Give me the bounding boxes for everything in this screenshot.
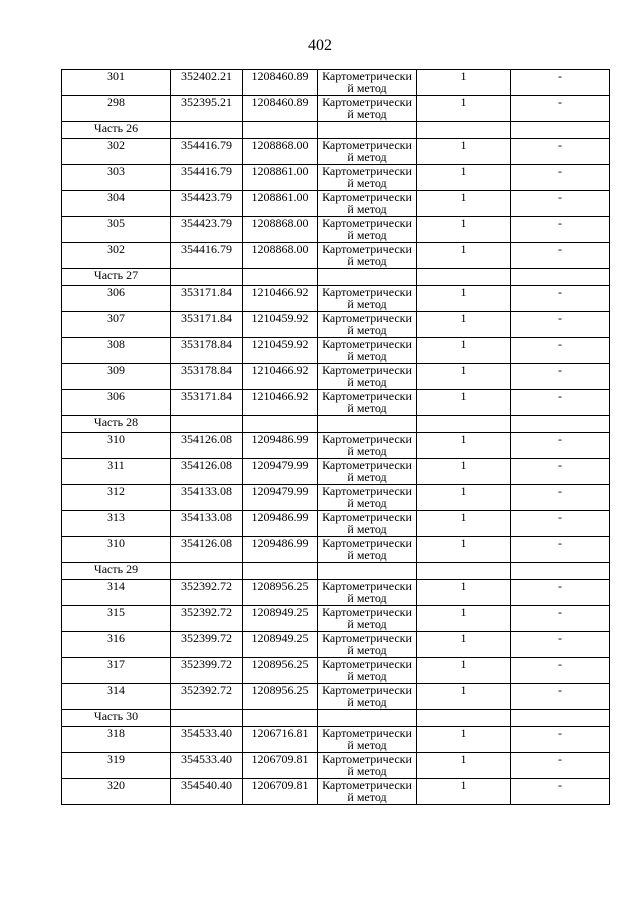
method-line: Картометрически [322,605,412,619]
table-row [62,338,610,364]
precision-cell: 1 [417,753,511,779]
table-row [62,243,610,269]
method-line: Картометрически [322,69,412,83]
x-coordinate-cell: 354533.40 [171,727,243,753]
method-cell [318,684,417,710]
table-row [62,580,610,606]
method-line: Картометрически [322,285,412,299]
table-row [62,511,610,537]
method-line: Картометрически [322,657,412,671]
method-line: Картометрически [322,484,412,498]
point-number-cell: 311 [62,459,171,485]
method-cell [318,96,417,122]
method-line: Картометрически [322,164,412,178]
empty-cell [417,416,511,433]
method-cell [318,433,417,459]
point-number-cell: 314 [62,580,171,606]
part-header-row [62,122,610,139]
method-cell [318,753,417,779]
method-cell [318,727,417,753]
point-number-cell: 304 [62,191,171,217]
x-coordinate-cell: 352392.72 [171,684,243,710]
precision-cell: 1 [417,537,511,563]
method-line: Картометрически [322,190,412,204]
y-coordinate-cell: 1208956.25 [243,580,318,606]
precision-cell: 1 [417,459,511,485]
method-line: й метод [347,375,387,389]
note-cell: - [511,191,610,217]
point-number-cell: 305 [62,217,171,243]
method-line: Картометрически [322,579,412,593]
table-row [62,286,610,312]
point-number-cell: 310 [62,433,171,459]
table-row [62,606,610,632]
table-row [62,779,610,805]
point-number-cell: 312 [62,485,171,511]
empty-cell [243,563,318,580]
table-row [62,364,610,390]
empty-cell [511,269,610,286]
part-header-row [62,710,610,727]
x-coordinate-cell: 354423.79 [171,191,243,217]
y-coordinate-cell: 1209486.99 [243,537,318,563]
table-row [62,139,610,165]
method-line: й метод [347,176,387,190]
y-coordinate-cell: 1209479.99 [243,459,318,485]
x-coordinate-cell: 352399.72 [171,632,243,658]
x-coordinate-cell: 352395.21 [171,96,243,122]
point-number-cell: 302 [62,139,171,165]
method-line: й метод [347,401,387,415]
method-cell [318,485,417,511]
point-number-cell: 302 [62,243,171,269]
method-line: й метод [347,349,387,363]
table-row [62,70,610,96]
method-line: й метод [347,202,387,216]
method-line: Картометрически [322,683,412,697]
note-cell: - [511,364,610,390]
note-cell: - [511,217,610,243]
coordinates-table [61,69,610,805]
method-cell [318,632,417,658]
table-row [62,96,610,122]
method-line: Картометрически [322,311,412,325]
y-coordinate-cell: 1208460.89 [243,96,318,122]
point-number-cell: 314 [62,684,171,710]
method-line: Картометрически [322,432,412,446]
y-coordinate-cell: 1210466.92 [243,286,318,312]
note-cell: - [511,727,610,753]
table-row [62,165,610,191]
note-cell: - [511,286,610,312]
y-coordinate-cell: 1208868.00 [243,139,318,165]
empty-cell [318,269,417,286]
empty-cell [417,269,511,286]
note-cell: - [511,779,610,805]
table-row [62,312,610,338]
method-line: й метод [347,643,387,657]
method-line: й метод [347,470,387,484]
method-line: Картометрически [322,216,412,230]
method-line: й метод [347,669,387,683]
y-coordinate-cell: 1206709.81 [243,779,318,805]
method-cell [318,459,417,485]
point-number-cell: 309 [62,364,171,390]
x-coordinate-cell: 354133.08 [171,485,243,511]
method-line: Картометрически [322,458,412,472]
x-coordinate-cell: 354416.79 [171,243,243,269]
part-header-row [62,563,610,580]
note-cell: - [511,139,610,165]
method-line: Картометрически [322,389,412,403]
method-line: й метод [347,496,387,510]
part-header-row [62,269,610,286]
method-cell [318,165,417,191]
part-label: Часть 28 [62,416,171,433]
y-coordinate-cell: 1208861.00 [243,191,318,217]
method-line: Картометрически [322,752,412,766]
method-cell [318,191,417,217]
point-number-cell: 317 [62,658,171,684]
y-coordinate-cell: 1208949.25 [243,632,318,658]
method-line: Картометрически [322,363,412,377]
precision-cell: 1 [417,286,511,312]
method-line: й метод [347,254,387,268]
x-coordinate-cell: 352402.21 [171,70,243,96]
table-row [62,684,610,710]
method-cell [318,580,417,606]
precision-cell: 1 [417,217,511,243]
point-number-cell: 303 [62,165,171,191]
point-number-cell: 306 [62,390,171,416]
x-coordinate-cell: 354533.40 [171,753,243,779]
method-line: й метод [347,150,387,164]
x-coordinate-cell: 354126.08 [171,433,243,459]
part-label: Часть 27 [62,269,171,286]
x-coordinate-cell: 353178.84 [171,338,243,364]
method-line: й метод [347,228,387,242]
method-line: Картометрически [322,510,412,524]
method-line: й метод [347,297,387,311]
method-line: й метод [347,617,387,631]
method-cell [318,390,417,416]
table-row [62,727,610,753]
note-cell: - [511,537,610,563]
table-row [62,433,610,459]
y-coordinate-cell: 1206716.81 [243,727,318,753]
empty-cell [511,710,610,727]
method-line: й метод [347,522,387,536]
y-coordinate-cell: 1210459.92 [243,312,318,338]
part-label: Часть 30 [62,710,171,727]
x-coordinate-cell: 352392.72 [171,580,243,606]
method-line: й метод [347,548,387,562]
method-cell [318,511,417,537]
coordinates-table-body [62,70,610,805]
table-row [62,485,610,511]
y-coordinate-cell: 1208861.00 [243,165,318,191]
empty-cell [243,122,318,139]
x-coordinate-cell: 353178.84 [171,364,243,390]
point-number-cell: 318 [62,727,171,753]
table-row [62,217,610,243]
method-line: й метод [347,323,387,337]
empty-cell [318,563,417,580]
method-line: й метод [347,107,387,121]
precision-cell: 1 [417,580,511,606]
method-line: й метод [347,790,387,804]
method-cell [318,217,417,243]
empty-cell [511,563,610,580]
y-coordinate-cell: 1210466.92 [243,364,318,390]
y-coordinate-cell: 1208868.00 [243,243,318,269]
y-coordinate-cell: 1209486.99 [243,433,318,459]
note-cell: - [511,658,610,684]
empty-cell [243,416,318,433]
point-number-cell: 319 [62,753,171,779]
precision-cell: 1 [417,658,511,684]
precision-cell: 1 [417,779,511,805]
empty-cell [417,710,511,727]
note-cell: - [511,243,610,269]
method-cell [318,243,417,269]
y-coordinate-cell: 1208956.25 [243,684,318,710]
precision-cell: 1 [417,364,511,390]
point-number-cell: 313 [62,511,171,537]
method-cell [318,364,417,390]
precision-cell: 1 [417,433,511,459]
precision-cell: 1 [417,312,511,338]
table-row [62,390,610,416]
method-line: Картометрически [322,631,412,645]
method-line: Картометрически [322,242,412,256]
precision-cell: 1 [417,511,511,537]
method-line: Картометрически [322,95,412,109]
y-coordinate-cell: 1209486.99 [243,511,318,537]
page-number: 402 [308,37,332,54]
x-coordinate-cell: 354540.40 [171,779,243,805]
method-cell [318,606,417,632]
method-line: й метод [347,591,387,605]
method-line: й метод [347,695,387,709]
method-line: Картометрически [322,138,412,152]
empty-cell [511,416,610,433]
method-line: й метод [347,738,387,752]
y-coordinate-cell: 1208956.25 [243,658,318,684]
part-header-row [62,416,610,433]
precision-cell: 1 [417,70,511,96]
point-number-cell: 316 [62,632,171,658]
y-coordinate-cell: 1206709.81 [243,753,318,779]
empty-cell [171,122,243,139]
precision-cell: 1 [417,485,511,511]
point-number-cell: 301 [62,70,171,96]
precision-cell: 1 [417,243,511,269]
method-cell [318,70,417,96]
x-coordinate-cell: 354416.79 [171,139,243,165]
note-cell: - [511,606,610,632]
empty-cell [171,563,243,580]
y-coordinate-cell: 1208460.89 [243,70,318,96]
point-number-cell: 315 [62,606,171,632]
y-coordinate-cell: 1210459.92 [243,338,318,364]
y-coordinate-cell: 1208949.25 [243,606,318,632]
method-cell [318,312,417,338]
method-cell [318,779,417,805]
part-label: Часть 29 [62,563,171,580]
note-cell: - [511,70,610,96]
y-coordinate-cell: 1209479.99 [243,485,318,511]
x-coordinate-cell: 354126.08 [171,459,243,485]
method-line: й метод [347,81,387,95]
x-coordinate-cell: 353171.84 [171,312,243,338]
x-coordinate-cell: 352399.72 [171,658,243,684]
precision-cell: 1 [417,632,511,658]
table-row [62,658,610,684]
method-cell [318,286,417,312]
table-row [62,537,610,563]
table-row [62,459,610,485]
point-number-cell: 308 [62,338,171,364]
x-coordinate-cell: 354126.08 [171,537,243,563]
empty-cell [417,122,511,139]
note-cell: - [511,511,610,537]
method-line: Картометрически [322,536,412,550]
note-cell: - [511,632,610,658]
empty-cell [511,122,610,139]
x-coordinate-cell: 354423.79 [171,217,243,243]
empty-cell [171,710,243,727]
table-row [62,191,610,217]
note-cell: - [511,459,610,485]
note-cell: - [511,684,610,710]
precision-cell: 1 [417,684,511,710]
method-line: Картометрически [322,778,412,792]
note-cell: - [511,580,610,606]
point-number-cell: 307 [62,312,171,338]
empty-cell [417,563,511,580]
note-cell: - [511,165,610,191]
part-label: Часть 26 [62,122,171,139]
empty-cell [171,416,243,433]
method-cell [318,658,417,684]
precision-cell: 1 [417,139,511,165]
empty-cell [243,269,318,286]
empty-cell [318,710,417,727]
precision-cell: 1 [417,727,511,753]
y-coordinate-cell: 1210466.92 [243,390,318,416]
precision-cell: 1 [417,606,511,632]
method-line: й метод [347,764,387,778]
point-number-cell: 298 [62,96,171,122]
precision-cell: 1 [417,96,511,122]
note-cell: - [511,433,610,459]
precision-cell: 1 [417,338,511,364]
x-coordinate-cell: 354133.08 [171,511,243,537]
method-line: Картометрически [322,337,412,351]
point-number-cell: 320 [62,779,171,805]
empty-cell [318,122,417,139]
precision-cell: 1 [417,390,511,416]
method-cell [318,338,417,364]
precision-cell: 1 [417,165,511,191]
method-line: й метод [347,444,387,458]
empty-cell [243,710,318,727]
x-coordinate-cell: 352392.72 [171,606,243,632]
note-cell: - [511,96,610,122]
point-number-cell: 306 [62,286,171,312]
empty-cell [318,416,417,433]
method-line: Картометрически [322,726,412,740]
x-coordinate-cell: 353171.84 [171,390,243,416]
note-cell: - [511,753,610,779]
x-coordinate-cell: 353171.84 [171,286,243,312]
point-number-cell: 310 [62,537,171,563]
y-coordinate-cell: 1208868.00 [243,217,318,243]
note-cell: - [511,312,610,338]
note-cell: - [511,390,610,416]
note-cell: - [511,485,610,511]
note-cell: - [511,338,610,364]
method-cell [318,537,417,563]
x-coordinate-cell: 354416.79 [171,165,243,191]
table-row [62,632,610,658]
method-cell [318,139,417,165]
empty-cell [171,269,243,286]
table-row [62,753,610,779]
precision-cell: 1 [417,191,511,217]
